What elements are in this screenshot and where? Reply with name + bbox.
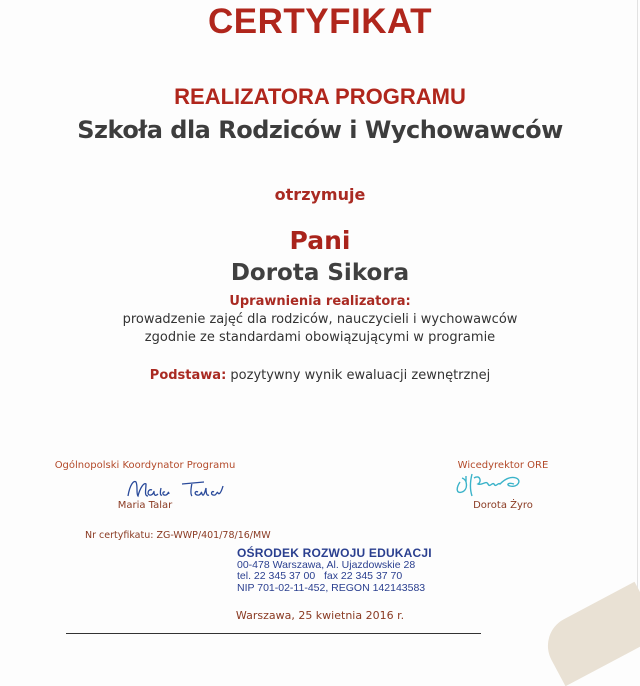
certificate-title: CERTYFIKAT xyxy=(207,2,433,41)
left-signatory-role: Ogólnopolski Koordynator Programu xyxy=(54,460,236,471)
rights-label: Uprawnienia realizatora: xyxy=(229,294,411,309)
basis-text: pozytywny wynik ewaluacji zewnętrznej xyxy=(226,368,491,383)
corner-decoration xyxy=(537,582,640,686)
receives-label: otrzymuje xyxy=(274,185,366,204)
certificate-number: Nr certyfikatu: ZG-WWP/401/78/16/MW xyxy=(85,530,271,541)
organization-address: 00-478 Warszawa, Al. Ujazdowskie 28 xyxy=(237,558,416,571)
place-date: Warszawa, 25 kwietnia 2016 r. xyxy=(235,609,405,622)
basis-label: Podstawa: xyxy=(149,368,227,383)
certificate-subtitle: REALIZATORA PROGRAMU xyxy=(174,84,466,109)
right-signature-icon xyxy=(452,468,532,504)
rights-line-1: prowadzenie zajęć dla rodziców, nauczycieli i wychowawców xyxy=(122,312,518,327)
salutation: Pani xyxy=(289,226,351,255)
recipient-name: Dorota Sikora xyxy=(230,260,410,286)
organization-ids: NIP 701-02-11-452, REGON 142143583 xyxy=(237,581,426,594)
organization-name: OŚRODEK ROZWOJU EDUKACJI xyxy=(237,546,432,560)
organization-stamp xyxy=(237,548,432,594)
right-signatory-name: Dorota Żyro xyxy=(473,500,533,511)
rights-line-2: zgodnie ze standardami obowiązującymi w programie xyxy=(144,330,496,345)
left-signatory-name: Maria Talar xyxy=(117,500,173,511)
bottom-rule xyxy=(66,633,481,634)
organization-phone-fax: tel. 22 345 37 00 fax 22 345 37 70 xyxy=(237,570,403,582)
program-name: Szkoła dla Rodziców i Wychowawców xyxy=(77,116,563,144)
basis-line xyxy=(0,368,640,383)
right-signatory-role: Wicedyrektor ORE xyxy=(457,460,549,471)
